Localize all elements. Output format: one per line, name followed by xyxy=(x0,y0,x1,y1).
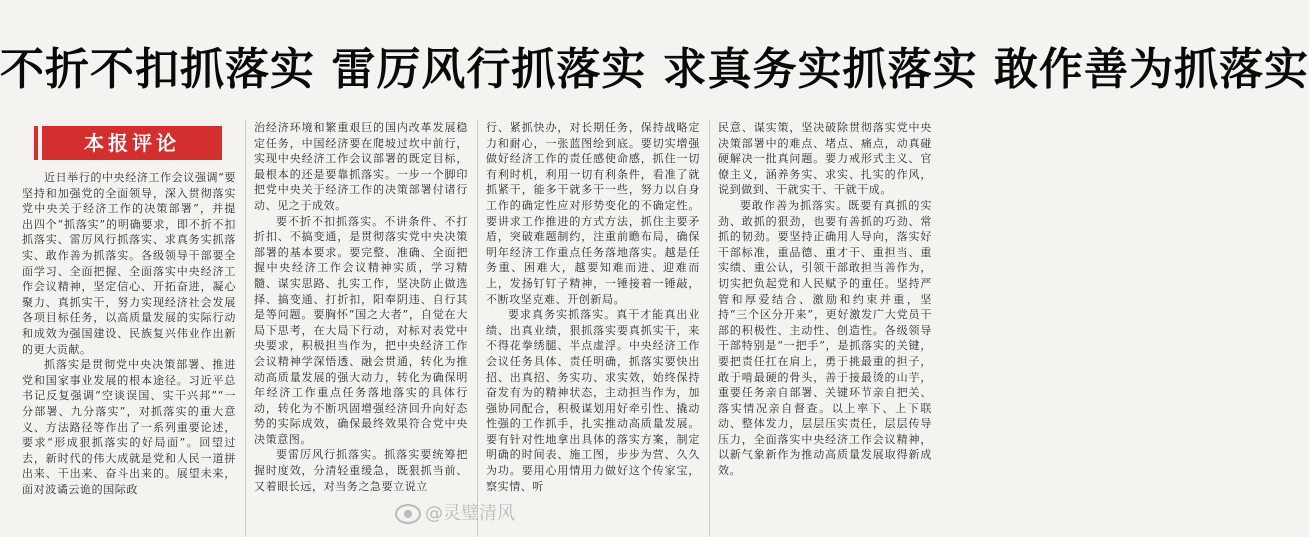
watermark xyxy=(395,500,515,528)
column-4 xyxy=(718,120,932,537)
paragraph: 要雷厉风行抓落实。抓落实要统筹把握时度效，分清轻重缓急，既狠抓当前、又着眼长远，对当务之急要立说立 xyxy=(254,448,468,493)
column-1 xyxy=(22,120,236,537)
column-2 xyxy=(254,120,468,537)
column-3 xyxy=(486,120,700,537)
paragraph: 要敢作善为抓落实。既要有真抓的实劲、敢抓的狠劲，也要有善抓的巧劲、常抓的韧劲。要坚持正确用人导向，落实好干部标准，重品德、重才干、重担当、重实绩、重公认，引领干部敢担当善作为，切实把负起党和人民赋予的重任。坚持严管和厚爱结合、激励和约束并重，坚持“三个区分开来”，更好激发广大党员干部的积极性、主动性、创造性。各级领导干部特别是“一把手”，是抓落实的关键，要把责任扛在肩上，勇于挑最重的担子，敢于啃最硬的骨头，善于接最烫的山芋，重要任务亲自部署、关键环节亲自把关、落实情况亲自督查。以上率下、上下联动、整体发力，层层压实责任，层层传导压力，全面落实中央经济工作会议精神，以新气象新作为推动高质量发展取得新成效。 xyxy=(718,198,932,478)
watermark-text: @灵璧清风 xyxy=(425,503,515,524)
weibo-eye-icon xyxy=(395,504,421,524)
commentary-badge: 本报评论 xyxy=(42,126,222,160)
paragraph: 抓落实是贯彻党中央决策部署、推进党和国家事业发展的根本途径。习近平总书记反复强调“空谈误国、实干兴邦”“一分部署、九分落实”，对抓落实的重大意义、方法路径等作出了一系列重要论述，要求“形成狠抓落实的好局面”。回望过去，新时代的伟大成就是党和人民一道拼出来、干出来、奋斗出来的。展望未来，面对波谲云诡的国际政 xyxy=(22,358,236,496)
column-divider xyxy=(477,120,478,537)
column-divider xyxy=(245,120,246,537)
article-columns xyxy=(22,120,934,537)
paragraph: 要不折不扣抓落实。不讲条件、不打折扣、不搞变通，是贯彻落实党中央决策部署的基本要求。要完整、准确、全面把握中央经济工作会议精神实质，学习精髓、谋实思路、扎实工作，坚决防止做选择、搞变通、打折扣，阳奉阴违、自行其是等问题。要胸怀“国之大者”，自觉在大局下思考，在大局下行动，对标对表党中央要求，积极担当作为，把中央经济工作会议精神学深悟透、融会贯通，转化为推动高质量发展的强大动力，转化为确保明年经济工作重点任务落地落实的具体行动，转化为不断巩固增强经济回升向好态势的实际成效，确保最终效果符合党中央决策意图。 xyxy=(254,214,468,446)
paragraph: 行、紧抓快办，对长期任务，保持战略定力和耐心，一张蓝图绘到底。要切实增强做好经济工作的责任感使命感，抓住一切有利时机，利用一切有利条件，看准了就抓紧干，能多干就多干一些，努力以自身工作的确定性应对形势变化的不确定性。要讲求工作推进的方式方法，抓住主要矛盾，突破难题制约，注重前瞻布局，确保明年经济工作重点任务落地落实。越是任务重、困难大，越要知难而进、迎难而上，发扬钉钉子精神，一锤接着一锤敲，不断攻坚克难、开创新局。 xyxy=(486,121,700,306)
paragraph: 民意、谋实策，坚决破除贯彻落实党中央决策部署中的难点、堵点、痛点，动真碰硬解决一批真问题。要力戒形式主义、官僚主义，涵养务实、求实、扎实的作风，说到做到、干就实干、干就干成。 xyxy=(718,121,932,197)
headline: 不折不扣抓落实 雷厉风行抓落实 求真务实抓落实 敢作善为抓落实 xyxy=(0,44,1309,95)
paragraph: 要求真务实抓落实。真干才能真出业绩、出真业绩，狠抓落实要真抓实干，来不得花拳绣腿、半点虚浮。中央经济工作会议任务具体、责任明确，抓落实要快出招、出真招、务实功、求实效，始终保持奋发有为的精神状态，主动担当作为，加强协同配合，积极谋划用好牵引性、撬动性强的工作抓手，扎实推动高质量发展。要有针对性地拿出具体的落实方案，制定明确的时间表、施工图，步步为营、久久为功。要用心用情用力做好这个传家宝，察实情、听 xyxy=(486,308,700,493)
paragraph: 近日举行的中央经济工作会议强调“要坚持和加强党的全面领导，深入贯彻落实党中央关于经济工作的决策部署”，并提出四个“抓落实”的明确要求，即不折不扣抓落实、雷厉风行抓落实、求真务实抓落实、敢作善为抓落实。各级领导干部要全面学习、全面把握、全面落实中央经济工作会议精神，坚定信心、开拓奋进，凝心聚力、真抓实干，努力实现经济社会发展各项目标任务，以高质量发展的实际行动和成效为强国建设、民族复兴伟业作出新的更大贡献。 xyxy=(22,171,236,356)
column-divider xyxy=(709,120,710,537)
paragraph: 治经济环境和繁重艰巨的国内改革发展稳定任务，中国经济要在爬坡过坎中前行，实现中央经济工作会议部署的既定目标，最根本的还是要靠抓落实。一步一个脚印把党中央关于经济工作的决策部署付诸行动、见之于成效。 xyxy=(254,121,468,212)
